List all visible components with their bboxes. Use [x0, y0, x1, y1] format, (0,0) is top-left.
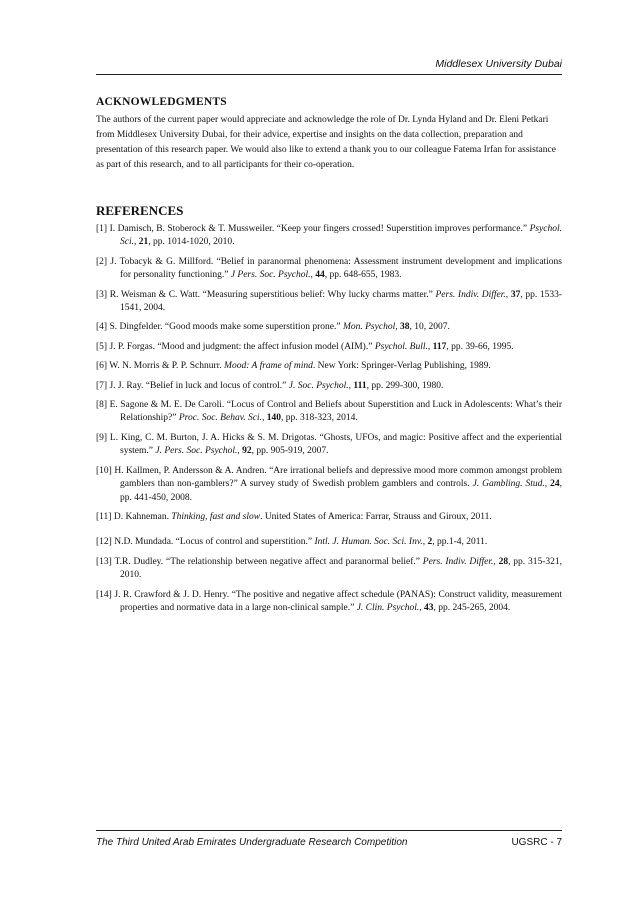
reference-item — [96, 341, 562, 354]
reference-journal: Pers. Indiv. Differ. — [422, 556, 494, 567]
reference-authors-title: J. Tobacyk & G. Millford. “Belief in paranormal phenomena: Assessment instrument development and implications for personality functioning.” — [110, 256, 563, 281]
reference-volume: 37 — [510, 289, 521, 300]
reference-punct: , — [505, 289, 509, 300]
reference-item — [96, 223, 562, 250]
reference-item — [96, 511, 562, 524]
reference-punct: , — [419, 602, 422, 613]
reference-item — [96, 399, 562, 426]
reference-number: [14] — [96, 589, 112, 600]
reference-pages: , pp. 315-321, 2010. — [120, 556, 562, 581]
reference-volume: 43 — [424, 602, 434, 613]
reference-pages: , pp. 299-300, 1980. — [366, 380, 444, 391]
reference-authors-title: D. Kahneman. — [113, 511, 169, 522]
reference-punct: , — [237, 446, 240, 457]
reference-volume: 44 — [315, 270, 325, 281]
acknowledgments-section — [96, 96, 562, 173]
footer — [96, 837, 562, 848]
acknowledgments-text: The authors of the current paper would appreciate and acknowledge the role of Dr. Lynda Hyland and Dr. Eleni Petkari from Middlesex University Dubai, for their advice, expertise and insights on the data collection, preparation and presentation of this research paper. We would also like to extend a thank you to our colleague Fatema Irfan for assistance as part of this research, and to all participants for their co-operation. — [96, 115, 556, 170]
reference-pages: , pp. 648-655, 1983. — [324, 270, 402, 281]
reference-journal: Psychol. Bull. — [374, 341, 428, 352]
footer-rule — [96, 830, 562, 831]
reference-list — [96, 223, 562, 615]
references-section — [96, 203, 562, 615]
reference-punct: , — [310, 270, 313, 281]
reference-item — [96, 321, 562, 334]
reference-number: [1] — [96, 224, 108, 234]
reference-pages: , 10, 2007. — [409, 322, 450, 333]
reference-journal: Mood: A frame of mind — [224, 361, 313, 372]
reference-number: [3] — [96, 289, 108, 300]
reference-authors-title: J. R. Crawford & J. D. Henry. “The positive and negative affect schedule (PANAS): Construct validity, measurement properties and normative data in a large non-clinical sample.” — [114, 589, 563, 613]
reference-authors-title: E. Sagone & M. E. De Caroli. “Locus of Control and Beliefs about Superstition and Luck in Adolescents: What’s their Relationship?” — [109, 400, 563, 424]
reference-punct: . United States of America: Farrar, Strauss and Giroux, 2011. — [260, 511, 492, 522]
reference-journal: Mon. Psychol — [342, 322, 396, 333]
reference-journal: J. Pers. Soc. Psychol. — [155, 446, 238, 457]
header-rule — [96, 74, 562, 75]
reference-journal: Proc. Soc. Behav. Sci. — [178, 413, 262, 424]
footer-page-number: UGSRC - 7 — [511, 837, 562, 848]
reference-journal: Intl. J. Human. Soc. Sci. Inv. — [314, 537, 423, 548]
reference-punct: , — [395, 322, 398, 333]
reference-journal: J. Clin. Psychol. — [356, 602, 420, 613]
reference-number: [8] — [96, 400, 108, 411]
reference-pages: , pp. 39-66, 1995. — [446, 341, 514, 352]
reference-pages: , pp.1-4, 2011. — [432, 537, 488, 548]
reference-number: [4] — [96, 322, 108, 333]
reference-item — [96, 556, 562, 583]
reference-pages: , pp. 245-265, 2004. — [433, 602, 511, 613]
reference-punct: , — [493, 556, 496, 567]
reference-volume: 92 — [242, 446, 252, 457]
reference-authors-title: S. Dingfelder. “Good moods make some superstition prone.” — [109, 322, 341, 333]
reference-authors-title: W. N. Morris & P. P. Schnurr. — [109, 361, 222, 372]
reference-item — [96, 589, 562, 616]
reference-punct: , — [133, 237, 137, 248]
reference-item — [96, 289, 562, 316]
reference-number: [10] — [96, 465, 112, 476]
reference-punct: , — [427, 341, 431, 352]
reference-authors-title: L. King, C. M. Burton, J. A. Hicks & S. M. Drigotas. “Ghosts, UFOs, and magic: Positive affect and the experiential system.” — [109, 432, 563, 457]
reference-authors-title: I. Damisch, B. Stoberock & T. Mussweiler. “Keep your fingers crossed! Superstition improves performance.” — [109, 224, 528, 234]
reference-number: [9] — [96, 432, 108, 443]
reference-pages: , pp. 318-323, 2014. — [280, 413, 358, 424]
reference-journal: Psychol. Sci. — [120, 224, 563, 248]
reference-volume: 38 — [399, 322, 410, 333]
reference-journal: J. Soc. Psychol. — [288, 380, 349, 391]
reference-number: [6] — [96, 361, 108, 372]
reference-pages: , pp. 905-919, 2007. — [251, 446, 329, 457]
reference-pages: , pp. 1533-1541, 2004. — [120, 289, 563, 314]
reference-authors-title: R. Weisman & C. Watt. “Measuring superstitious belief: Why lucky charms matter.” — [109, 289, 433, 300]
reference-item — [96, 432, 562, 459]
reference-number: [13] — [96, 556, 112, 567]
reference-pages: , pp. 1014-1020, 2010. — [148, 237, 235, 248]
footer-conference: The Third United Arab Emirates Undergraduate Research Competition — [96, 837, 408, 848]
reference-item — [96, 465, 562, 505]
reference-punct: , — [261, 413, 265, 424]
acknowledgments-title: ACKNOWLEDGMENTS — [96, 96, 227, 108]
reference-journal: Pers. Indiv. Differ. — [435, 289, 506, 300]
reference-number: [7] — [96, 380, 108, 391]
reference-journal: Thinking, fast and slow — [171, 511, 261, 522]
reference-number: [12] — [96, 537, 112, 548]
reference-authors-title: J. P. Forgas. “Mood and judgment: the affect infusion model (AIM).” — [109, 341, 373, 352]
reference-journal: J Pers. Soc. Psychol. — [230, 270, 311, 281]
reference-volume: 24 — [550, 479, 560, 490]
reference-number: [11] — [96, 511, 112, 522]
reference-number: [5] — [96, 341, 108, 352]
reference-item — [96, 380, 562, 393]
reference-authors-title: J. J. Ray. “Belief in luck and locus of control.” — [109, 380, 287, 391]
reference-journal: J. Gambling. Stud. — [472, 479, 545, 490]
reference-volume: 2 — [427, 537, 433, 548]
reference-volume: 117 — [432, 341, 447, 352]
reference-item — [96, 360, 562, 373]
reference-punct: , — [544, 479, 548, 490]
reference-punct: , — [422, 537, 426, 548]
reference-volume: 140 — [266, 413, 281, 424]
reference-authors-title: N.D. Mundada. “Locus of control and superstition.” — [114, 537, 313, 548]
reference-number: [2] — [96, 256, 108, 267]
reference-punct: . New York: Springer-Verlag Publishing, 1989. — [312, 361, 491, 372]
reference-pages: , pp. 441-450, 2008. — [120, 479, 563, 503]
reference-punct: , — [348, 380, 352, 391]
reference-authors-title: T.R. Dudley. “The relationship between negative affect and paranormal belief.” — [114, 556, 420, 567]
reference-authors-title: H. Kallmen, P. Andersson & A. Andren. “Are irrational beliefs and depressive mood more common amongst problem gamblers than non-gamblers?” A survey study of Swedish problem gamblers and controls. — [114, 465, 563, 490]
reference-volume: 21 — [138, 237, 149, 248]
reference-item — [96, 256, 562, 283]
reference-volume: 28 — [498, 556, 509, 567]
references-title: REFERENCES — [96, 203, 184, 218]
reference-volume: 111 — [353, 380, 367, 391]
reference-item — [96, 536, 562, 549]
running-header: Middlesex University Dubai — [435, 58, 562, 70]
